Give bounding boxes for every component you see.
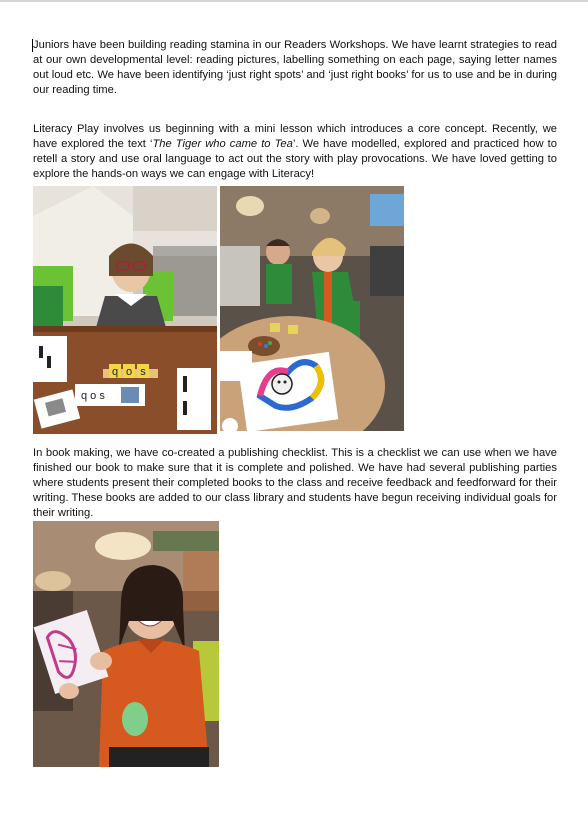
letter-tiles-row — [109, 364, 149, 378]
photo-child-holding-book-image — [33, 521, 219, 767]
letter-tile-s: s — [140, 366, 146, 378]
photo-girl-letter-tiles[interactable] — [33, 186, 217, 434]
literacy-play-text-end: ’. We have modelled, explored and practiced how to retell a story and use oral language to act out the story with play provocations. We have loved getting to explore the hands-on ways we can engage with Literacy! — [33, 138, 557, 180]
book-title-italic: The Tiger who came to Tea — [152, 138, 293, 150]
photo-girl-letter-tiles-image — [33, 186, 217, 434]
photo-children-board-game-image — [220, 186, 404, 431]
paragraph-readers-workshop[interactable]: Juniors have been building reading stamina in our Readers Workshops. We have learnt strategies to read at our own developmental level: reading pictures, labelling something on each page, saying letter names out loud etc. We have been identifying ‘just right spots’ and ‘just right books’ for us to use and be in during our reading time. — [33, 39, 557, 96]
letter-tile-q: q — [111, 366, 119, 378]
literacy-play-text-start: Literacy Play involves us beginning with a mini lesson which introduces a core concept. Recently, we have explored the text ‘ — [33, 123, 557, 150]
letter-tile-o: o — [125, 366, 133, 378]
paragraph-literacy-play[interactable] — [33, 122, 557, 182]
paragraph-book-making[interactable]: In book making, we have co-created a publishing checklist. This is a checklist we can use when we have finished our book to make sure that it is complete and polished. We have had several publishing parties where students present their completed books to the class and receive feedback and feedforward for their writing. These books are added to our class library and students have begun receiving individual goals for their writing. — [33, 447, 557, 519]
photo-child-holding-book[interactable] — [33, 521, 219, 767]
photo-children-board-game[interactable] — [220, 186, 404, 431]
letter-card-text: q o s — [81, 390, 105, 402]
